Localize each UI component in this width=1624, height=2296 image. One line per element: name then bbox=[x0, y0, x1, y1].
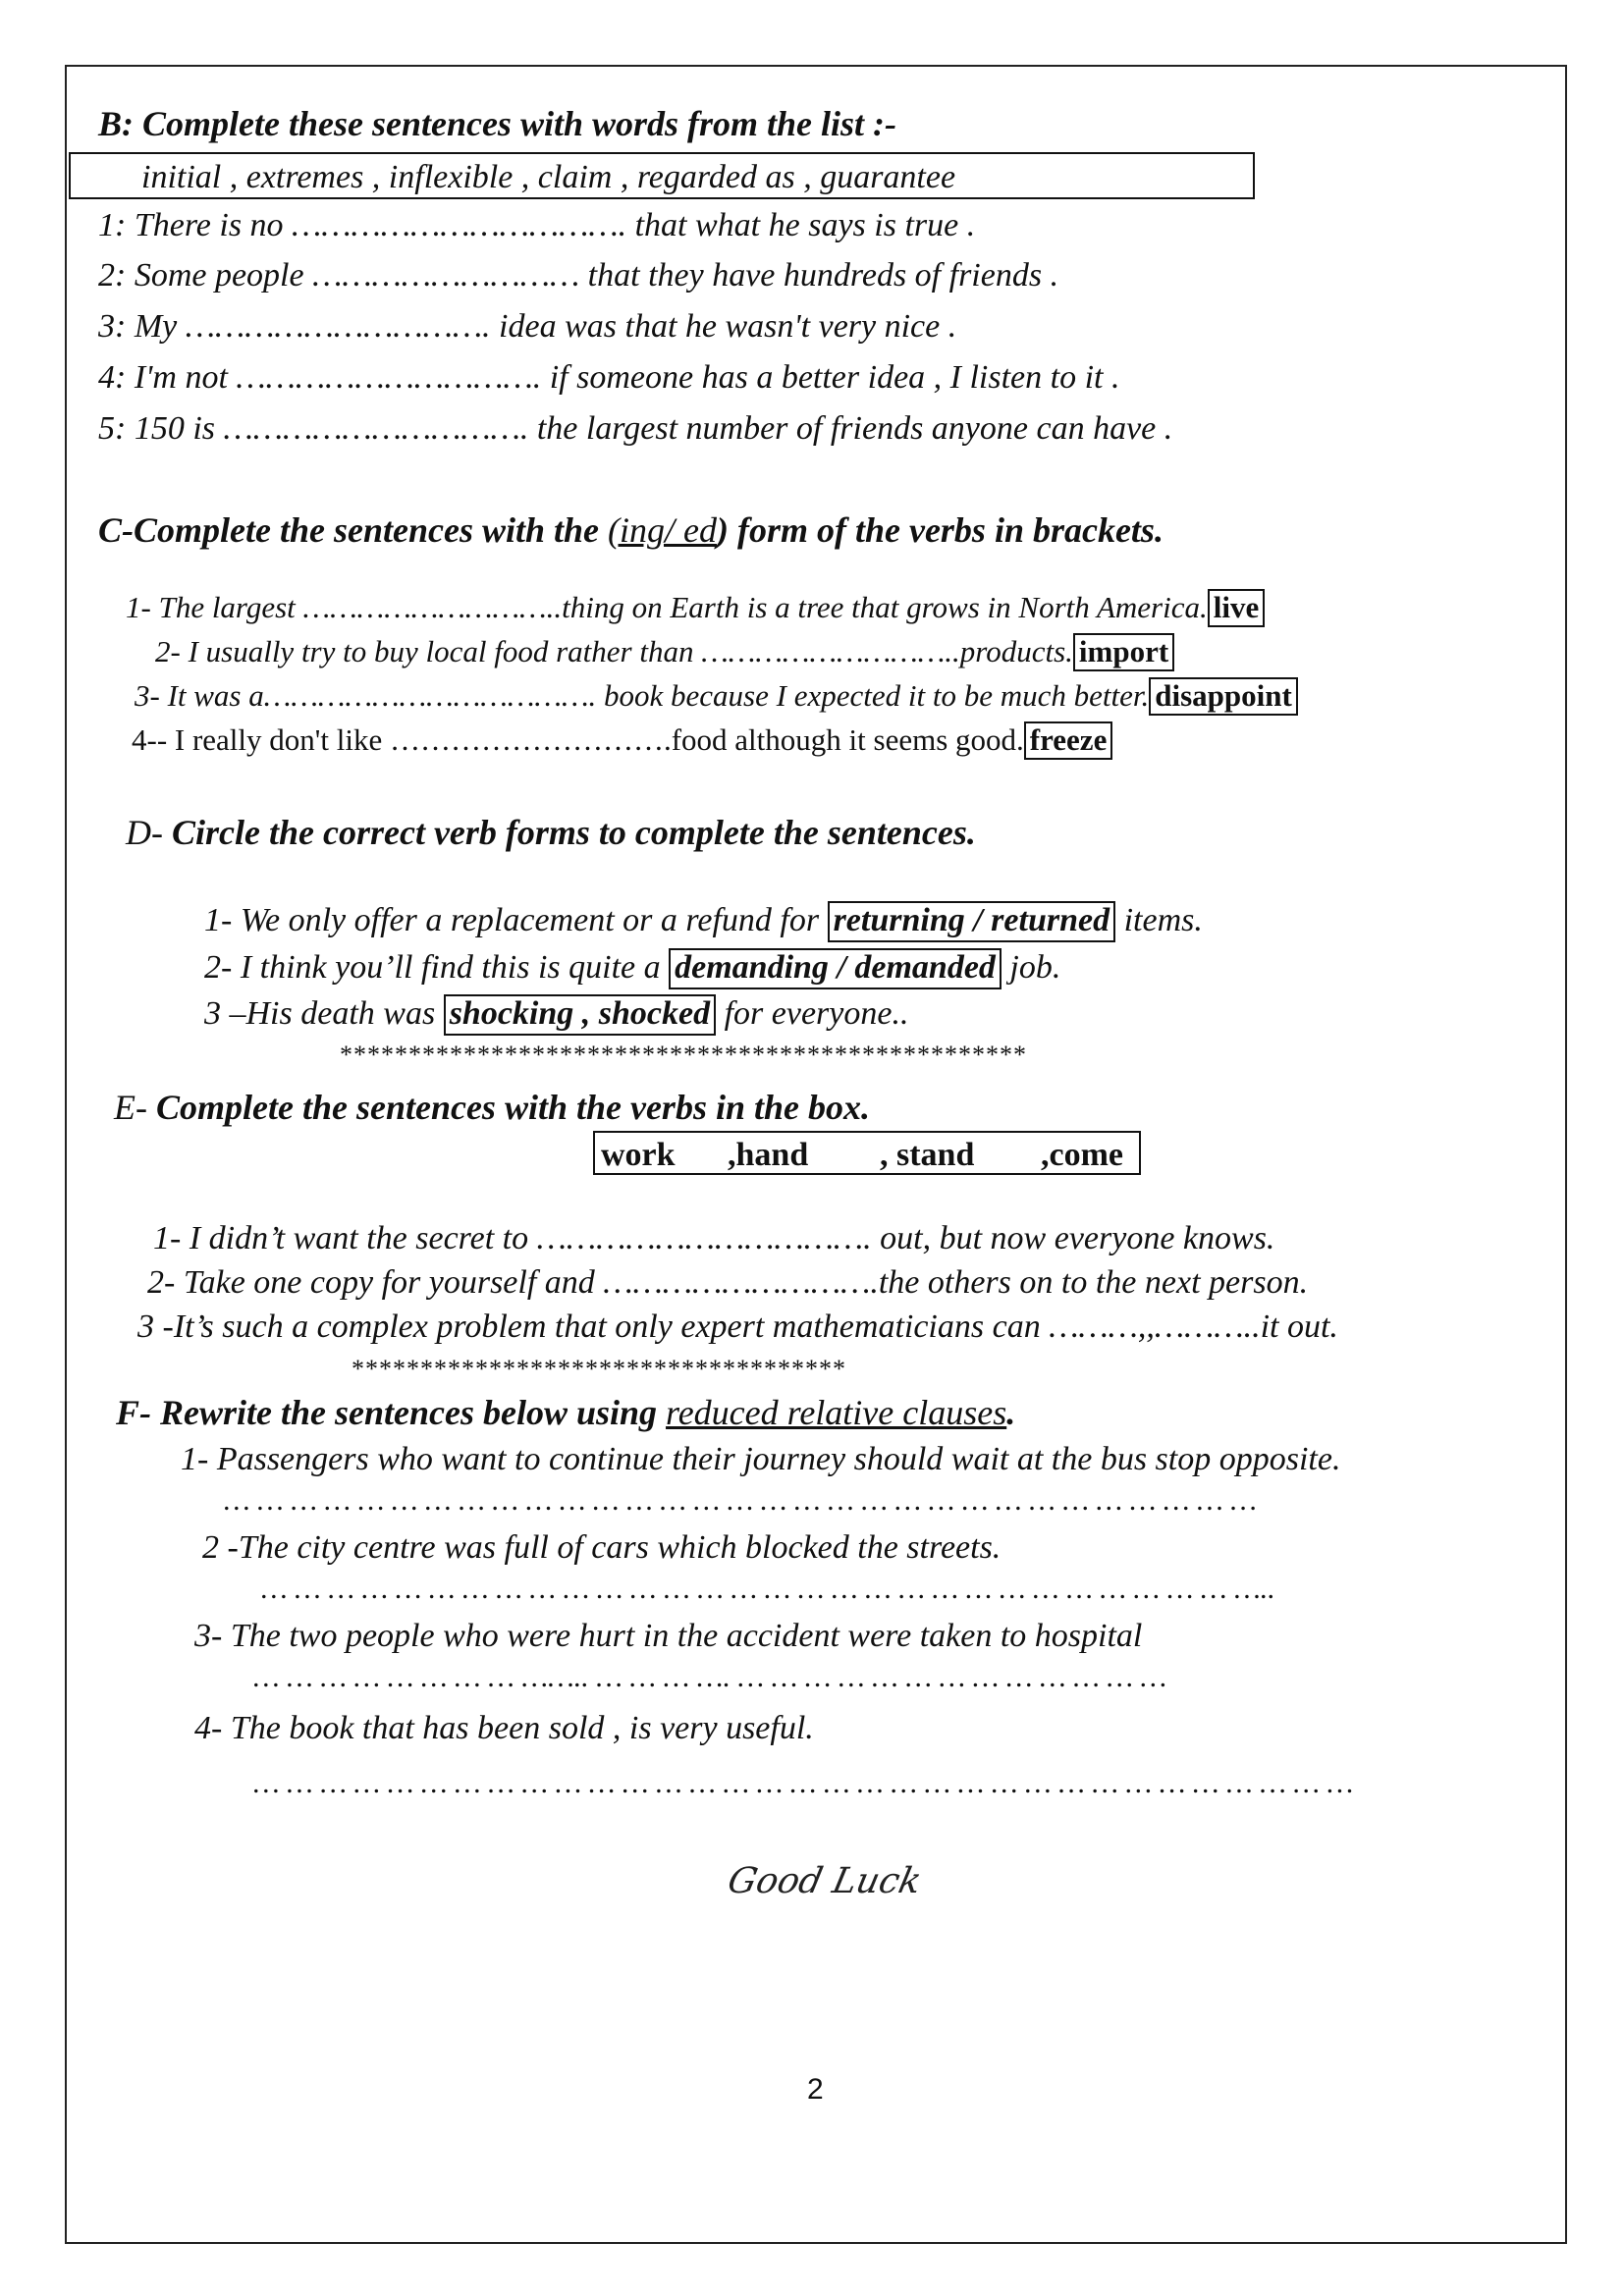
section-e-separator: ************************************ bbox=[352, 1355, 846, 1383]
section-e-title bbox=[114, 1090, 870, 1125]
section-b-word-list: initial , extremes , inflexible , claim , regarded as , guarantee bbox=[141, 159, 956, 195]
section-b-item-5: 5: 150 is …………………………. the largest number of friends anyone can have . bbox=[98, 410, 1173, 447]
section-e-title-prefix: E- bbox=[114, 1088, 156, 1127]
section-d-item-text: 3 –His death was bbox=[204, 995, 444, 1032]
section-c-verb-box: freeze bbox=[1024, 721, 1113, 760]
section-d-title-text: Circle the correct verb forms to complete the sentences. bbox=[172, 813, 976, 852]
section-d-item-end: for everyone.. bbox=[716, 995, 909, 1032]
page-number: 2 bbox=[807, 2073, 824, 2106]
section-f-title bbox=[116, 1395, 1015, 1430]
section-b-item-2: 2: Some people ……………………… that they have hundreds of friends . bbox=[98, 257, 1059, 294]
section-d-item-end: items. bbox=[1115, 902, 1203, 938]
section-c-item-4 bbox=[132, 721, 1112, 760]
section-c-item-2 bbox=[155, 633, 1174, 671]
section-f-title-end: . bbox=[1006, 1393, 1016, 1432]
section-e-item-3: 3 -It’s such a complex problem that only expert mathematicians can ………,,………..it out. bbox=[137, 1308, 1338, 1345]
section-c-verb-box: import bbox=[1073, 633, 1174, 671]
section-d-item-end: job. bbox=[1001, 949, 1061, 986]
section-f-answer-line-4: … … … … … … … … … … … … … … … … … … … … … … … … … … … … … … … … … bbox=[253, 1767, 1354, 1799]
section-d-item-3 bbox=[204, 994, 908, 1036]
section-d-title bbox=[126, 815, 976, 850]
section-d-item-1 bbox=[204, 901, 1203, 942]
section-c-item-1 bbox=[126, 589, 1265, 627]
section-b-item-4: 4: I'm not …………………………. if someone has a better idea , I listen to it . bbox=[98, 359, 1120, 396]
section-e-item-2: 2- Take one copy for yourself and ……………………….the others on to the next person. bbox=[147, 1264, 1309, 1301]
section-f-item-1: 1- Passengers who want to continue their journey should wait at the bus stop opposite. bbox=[181, 1441, 1341, 1477]
section-b-word-list-box bbox=[69, 152, 1255, 199]
section-d-options-box: shocking , shocked bbox=[444, 994, 716, 1036]
section-c-item-text: 2- I usually try to buy local food rather than ………………………..products. bbox=[155, 634, 1073, 668]
section-d-options-box: returning / returned bbox=[828, 901, 1116, 942]
section-b-item-1: 1: There is no ……………………………. that what he says is true . bbox=[98, 207, 976, 243]
section-f-answer-line-3: … … … … … … … … …….. … … … …. … … … … … … … … … … … … … bbox=[253, 1661, 1167, 1693]
section-c-title-underlined: (ing/ ed bbox=[608, 510, 717, 550]
section-d-item-text: 1- We only offer a replacement or a refund for bbox=[204, 902, 828, 938]
section-c-title-end: ) form of the verbs in brackets. bbox=[716, 510, 1164, 550]
section-f-item-4: 4- The book that has been sold , is very useful. bbox=[194, 1710, 814, 1746]
section-b-title: B: Complete these sentences with words from the list :- bbox=[98, 104, 897, 143]
section-c-item-text: 4-- I really don't like ……………………….food although it seems good. bbox=[132, 722, 1024, 757]
section-f-title-underlined: reduced relative clauses bbox=[666, 1393, 1007, 1432]
section-e-verb-box bbox=[593, 1131, 1141, 1175]
section-d-item-2 bbox=[204, 948, 1060, 989]
section-f-item-3: 3- The two people who were hurt in the accident were taken to hospital bbox=[194, 1618, 1143, 1654]
section-f-answer-line-1: … … … … … … … … … … … … … … … … … … … … … … … … … … … … … … … bbox=[224, 1484, 1257, 1517]
section-d-title-prefix: D- bbox=[126, 813, 172, 852]
closing-text: Good Luck bbox=[724, 1861, 926, 1901]
section-c-verb-box: live bbox=[1208, 589, 1266, 627]
section-e-verb: , stand bbox=[880, 1137, 975, 1173]
section-c-title-start: C-Complete the sentences with the bbox=[98, 510, 608, 550]
section-d-separator: ************************************************** bbox=[340, 1041, 1027, 1069]
section-f-item-2: 2 -The city centre was full of cars which blocked the streets. bbox=[202, 1529, 1001, 1566]
section-e-title-text: Complete the sentences with the verbs in the box. bbox=[155, 1088, 870, 1127]
section-f-title-start: F- Rewrite the sentences below using bbox=[116, 1393, 667, 1432]
section-b-item-3: 3: My …………………………. idea was that he wasn't very nice . bbox=[98, 308, 957, 345]
section-c-item-text: 3- It was a………………………………. book because I expected it to be much better. bbox=[135, 678, 1150, 713]
section-e-verb: ,come bbox=[1041, 1137, 1124, 1173]
section-e-verb: ,hand bbox=[728, 1137, 809, 1173]
section-d-item-text: 2- I think you’ll find this is quite a bbox=[204, 949, 670, 986]
section-c-item-text: 1- The largest ………………………..thing on Earth is a tree that grows in North America. bbox=[126, 590, 1208, 624]
section-c-item-3 bbox=[135, 677, 1298, 716]
section-e-verb: work bbox=[601, 1137, 676, 1173]
section-f-answer-line-2: … … … … … … … … … … … … … … … … … … … … … … … … … … … … … ….. bbox=[261, 1573, 1275, 1605]
section-c-verb-box: disappoint bbox=[1149, 677, 1298, 716]
section-c-title bbox=[98, 512, 1164, 548]
section-d-options-box: demanding / demanded bbox=[669, 948, 1001, 989]
section-e-item-1: 1- I didn’t want the secret to ……………………………. out, but now everyone knows. bbox=[153, 1220, 1275, 1256]
